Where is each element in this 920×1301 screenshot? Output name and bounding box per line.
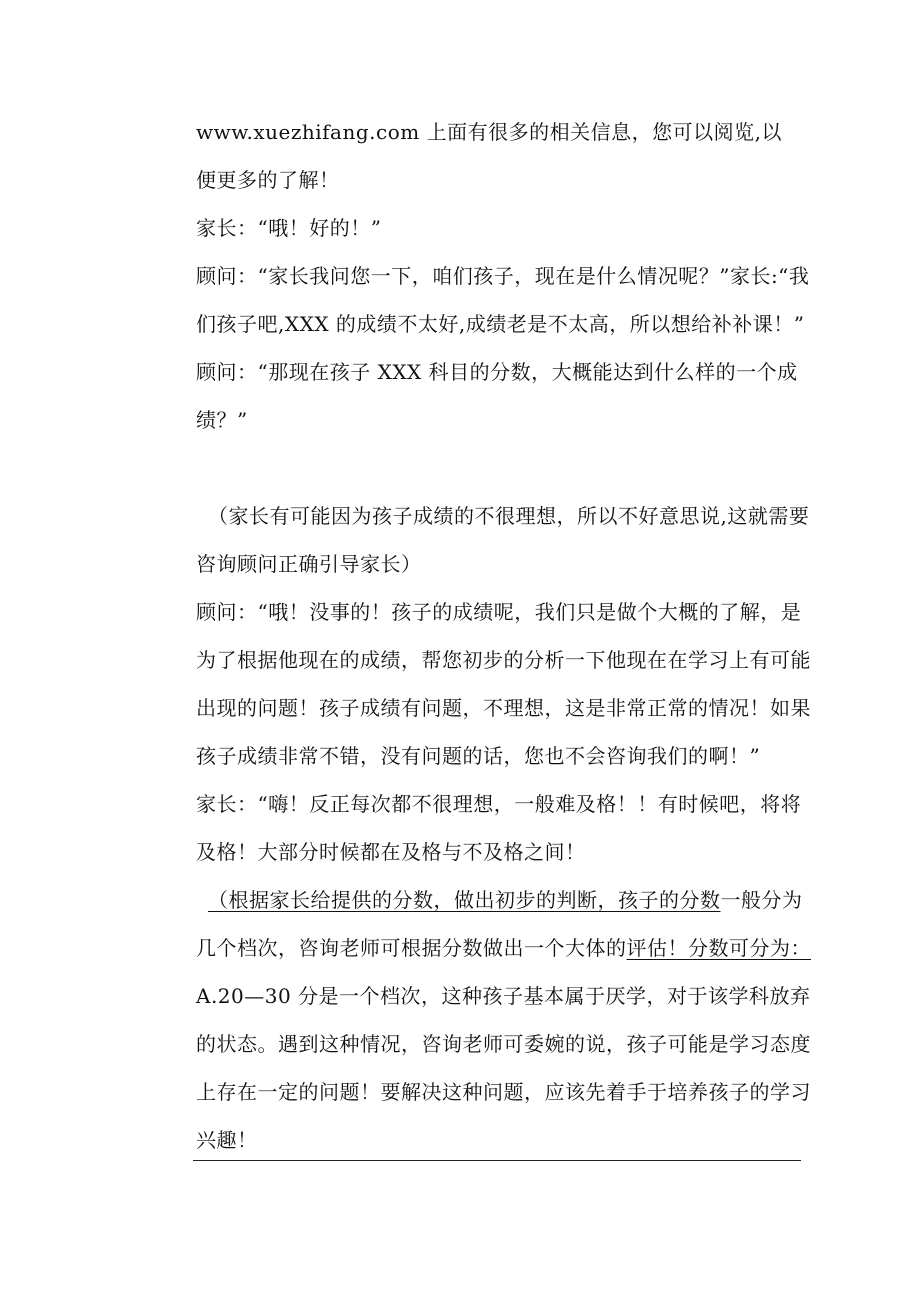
text-line-9: 咨询顾问正确引导家长） <box>196 552 422 576</box>
text-line-7: 绩？” <box>196 408 248 432</box>
text-line-18: A.20—30 分是一个档次，这种孩子基本属于厌学，对于该学科放弃 <box>196 984 811 1008</box>
text-line-10: 顾问：“哦！没事的！孩子的成绩呢，我们只是做个大概的了解，是 <box>196 600 802 624</box>
text-line-4: 顾问：“家长我问您一下，咱们孩子，现在是什么情况呢？”家长:“我 <box>196 264 810 288</box>
horizontal-rule <box>193 1160 801 1161</box>
text-line-12: 出现的问题！孩子成绩有问题，不理想，这是非常正常的情况！如果 <box>196 696 811 720</box>
underlined-text: 评估！分数可分为： <box>626 936 811 960</box>
text-line-6: 顾问：“那现在孩子 XXX 科目的分数，大概能达到什么样的一个成 <box>196 360 798 384</box>
text-line-15: 及格！大部分时候都在及格与不及格之间！ <box>196 840 586 864</box>
text-line-13: 孩子成绩非常不错，没有问题的话，您也不会咨询我们的啊！” <box>196 744 761 768</box>
plain-text: 几个档次，咨询老师可根据分数做出一个大体的 <box>196 936 627 960</box>
text-line-21: 兴趣！ <box>196 1128 258 1152</box>
text-line-8: （家长有可能因为孩子成绩的不很理想，所以不好意思说,这就需要 <box>208 504 810 528</box>
text-line-19: 的状态。遇到这种情况，咨询老师可委婉的说，孩子可能是学习态度 <box>196 1032 811 1056</box>
text-line-17 <box>196 935 811 961</box>
plain-text: 一般分为 <box>720 888 803 912</box>
text-line-20: 上存在一定的问题！要解决这种问题，应该先着手于培养孩子的学习 <box>196 1080 811 1104</box>
text-line-5: 们孩子吧,XXX 的成绩不太好,成绩老是不太高，所以想给补补课！” <box>196 312 805 336</box>
text-line-11: 为了根据他现在的成绩，帮您初步的分析一下他现在在学习上有可能 <box>196 648 811 672</box>
text-line-2: 便更多的了解！ <box>196 168 340 192</box>
text-line-14: 家长：“嗨！反正每次都不很理想，一般难及格！！有时候吧，将将 <box>196 792 802 816</box>
text-line-3: 家长：“哦！好的！” <box>196 216 382 240</box>
text-line-16 <box>208 887 803 913</box>
underlined-text: （根据家长给提供的分数，做出初步的判断，孩子的分数 <box>208 888 721 912</box>
text-line-1: www.xuezhifang.com 上面有很多的相关信息，您可以阅览,以 <box>196 120 782 144</box>
